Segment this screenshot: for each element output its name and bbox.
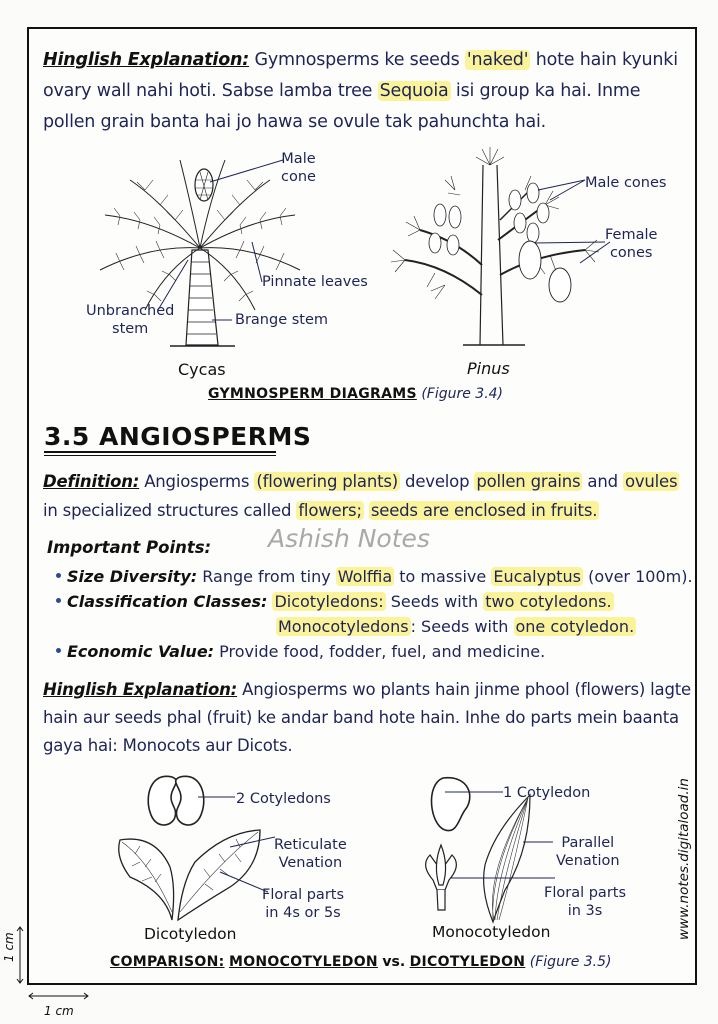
label-female-cones: Female cones bbox=[605, 227, 658, 261]
highlight-eucalyptus: Eucalyptus bbox=[493, 567, 581, 586]
text-segment: and bbox=[582, 472, 623, 491]
figure-3-4-caption bbox=[208, 386, 503, 402]
important-points-list bbox=[56, 564, 706, 664]
item-label: Economic Value: bbox=[67, 642, 215, 661]
important-points-heading: Important Points: bbox=[47, 538, 212, 557]
text-segment: Gymnosperms ke seeds bbox=[249, 50, 465, 70]
caption-prefix: COMPARISON: bbox=[110, 954, 225, 970]
caption-monocot: MONOCOTYLEDON bbox=[228, 954, 378, 970]
highlight-flowers: flowers; bbox=[298, 501, 362, 520]
bullet-icon bbox=[56, 573, 61, 578]
list-item bbox=[56, 639, 706, 664]
caption-ref: (Figure 3.4) bbox=[421, 386, 504, 402]
label-brange-stem: Brange stem bbox=[235, 312, 329, 328]
label-floral-4s-5s: Floral parts in 4s or 5s bbox=[262, 887, 345, 921]
dicot-name: Dicotyledon bbox=[144, 925, 237, 943]
heading-underline-2 bbox=[44, 455, 276, 456]
text-segment: isi group ka hai. Inme pollen grain banta hai jo hawa se ovule tak pahunchta hai. bbox=[43, 81, 641, 132]
item-label: Size Diversity: bbox=[67, 567, 198, 586]
cycas-name: Cycas bbox=[178, 360, 226, 379]
angiosperm-explanation bbox=[43, 676, 693, 760]
highlight-ovules: ovules bbox=[624, 472, 678, 491]
text-segment: (over 100m). bbox=[583, 567, 693, 586]
list-item-continuation bbox=[56, 614, 706, 639]
pinus-illustration bbox=[385, 145, 605, 355]
text-segment: in specialized structures called bbox=[43, 501, 297, 520]
text-segment: develop bbox=[400, 472, 475, 491]
caption-vs: vs. bbox=[382, 954, 406, 970]
label-2-cotyledons: 2 Cotyledons bbox=[236, 791, 331, 807]
highlight-seeds-enclosed: seeds are enclosed in fruits. bbox=[370, 501, 598, 520]
list-item bbox=[56, 589, 706, 614]
scale-vertical-label: 1 cm bbox=[2, 932, 16, 962]
explanation-text: Angiosperms wo plants hain jinme phool (flowers) lagte hain aur seeds phal (fruit) ke andar band hote hain. Inhe do parts mein baanta gaya hai: Monocots aur Dicots. bbox=[43, 680, 691, 755]
item-label: Classification Classes: bbox=[67, 592, 268, 611]
label-male-cones: Male cones bbox=[585, 175, 667, 191]
monocot-name: Monocotyledon bbox=[432, 923, 551, 941]
highlight-sequoia: Sequoia bbox=[379, 81, 449, 101]
label-male-cone: Male cone bbox=[281, 151, 316, 185]
scale-arrows bbox=[10, 925, 70, 1005]
highlight-one-cotyledon: one cotyledon. bbox=[515, 617, 635, 636]
list-item bbox=[56, 564, 706, 589]
explanation-lead: Hinglish Explanation: bbox=[43, 50, 250, 70]
label-floral-3s: Floral parts in 3s bbox=[544, 885, 627, 919]
label-pinnate-leaves: Pinnate leaves bbox=[262, 274, 368, 290]
text-segment: Angiosperms bbox=[139, 472, 255, 491]
pinus-name: Pinus bbox=[467, 359, 510, 378]
definition-lead: Definition: bbox=[43, 472, 140, 491]
text-segment: to massive bbox=[394, 567, 492, 586]
gymnosperm-explanation bbox=[43, 45, 693, 138]
scale-horizontal-label: 1 cm bbox=[44, 1004, 74, 1018]
label-parallel-venation: Parallel Venation bbox=[556, 835, 620, 869]
figure-3-5-caption bbox=[110, 954, 612, 970]
highlight-dicotyledons: Dicotyledons: bbox=[274, 592, 384, 611]
label-unbranched-stem: Unbranched stem bbox=[86, 303, 175, 337]
side-url: www.notes.digitaload.in bbox=[676, 778, 692, 940]
explanation-lead: Hinglish Explanation: bbox=[43, 680, 238, 699]
caption-ref: (Figure 3.5) bbox=[529, 954, 612, 970]
highlight-naked: 'naked' bbox=[466, 50, 529, 70]
caption-dicot: DICOTYLEDON bbox=[409, 954, 526, 970]
heading-underline bbox=[44, 451, 276, 453]
text-segment: Provide food, fodder, fuel, and medicine. bbox=[214, 642, 546, 661]
definition bbox=[43, 467, 693, 525]
bullet-icon bbox=[56, 648, 61, 653]
bullet-icon bbox=[56, 598, 61, 603]
highlight-monocotyledons: Monocotyledons bbox=[278, 617, 409, 636]
section-heading: 3.5 ANGIOSPERMS bbox=[44, 422, 312, 451]
highlight-two-cotyledons: two cotyledons. bbox=[485, 592, 612, 611]
watermark: Ashish Notes bbox=[268, 524, 430, 553]
highlight-wolffia: Wolffia bbox=[337, 567, 393, 586]
text-segment: Range from tiny bbox=[197, 567, 336, 586]
highlight-flowering-plants: (flowering plants) bbox=[256, 472, 398, 491]
label-1-cotyledon: 1 Cotyledon bbox=[503, 785, 591, 801]
text-segment: : Seeds with bbox=[410, 617, 514, 636]
text-segment: Seeds with bbox=[385, 592, 484, 611]
caption-title: GYMNOSPERM DIAGRAMS bbox=[208, 386, 417, 402]
highlight-pollen-grains: pollen grains bbox=[476, 472, 581, 491]
text-segment: hote hain kyunki ovary wall nahi hoti. Sabse lamba tree bbox=[43, 50, 678, 101]
label-reticulate-venation: Reticulate Venation bbox=[274, 837, 347, 871]
